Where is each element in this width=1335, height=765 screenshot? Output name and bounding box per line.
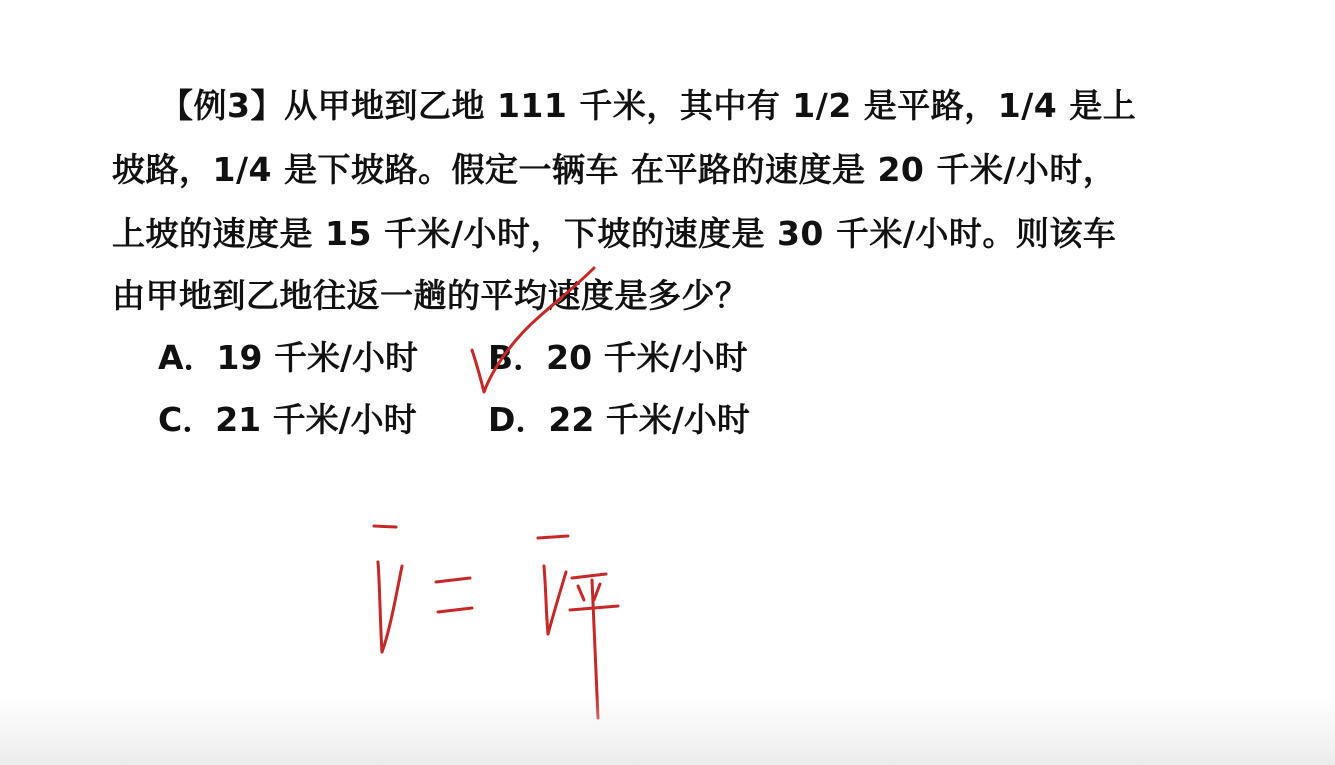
question-line-4: 由甲地到乙地往返一趟的平均速度是多少？ <box>112 276 749 315</box>
handwritten-vbar-icon <box>374 526 402 652</box>
handwritten-equals-icon <box>436 578 472 612</box>
handwritten-vbar-ping-icon <box>538 536 618 718</box>
question-line-2: 坡路，1/4 是下坡路。假定一辆车 在平路的速度是 20 千米/小时， <box>112 150 1117 189</box>
option-b: B．20 千米/小时 <box>488 338 748 377</box>
question-line-3: 上坡的速度是 15 千米/小时，下坡的速度是 30 千米/小时。则该车 <box>112 214 1117 253</box>
question-line-1: 【例3】从甲地到乙地 111 千米，其中有 1/2 是平路，1/4 是上 <box>160 86 1137 125</box>
bottom-shadow <box>0 695 1335 765</box>
option-d: D．22 千米/小时 <box>488 400 750 439</box>
option-a: A．19 千米/小时 <box>158 338 419 377</box>
option-c: C．21 千米/小时 <box>158 400 417 439</box>
